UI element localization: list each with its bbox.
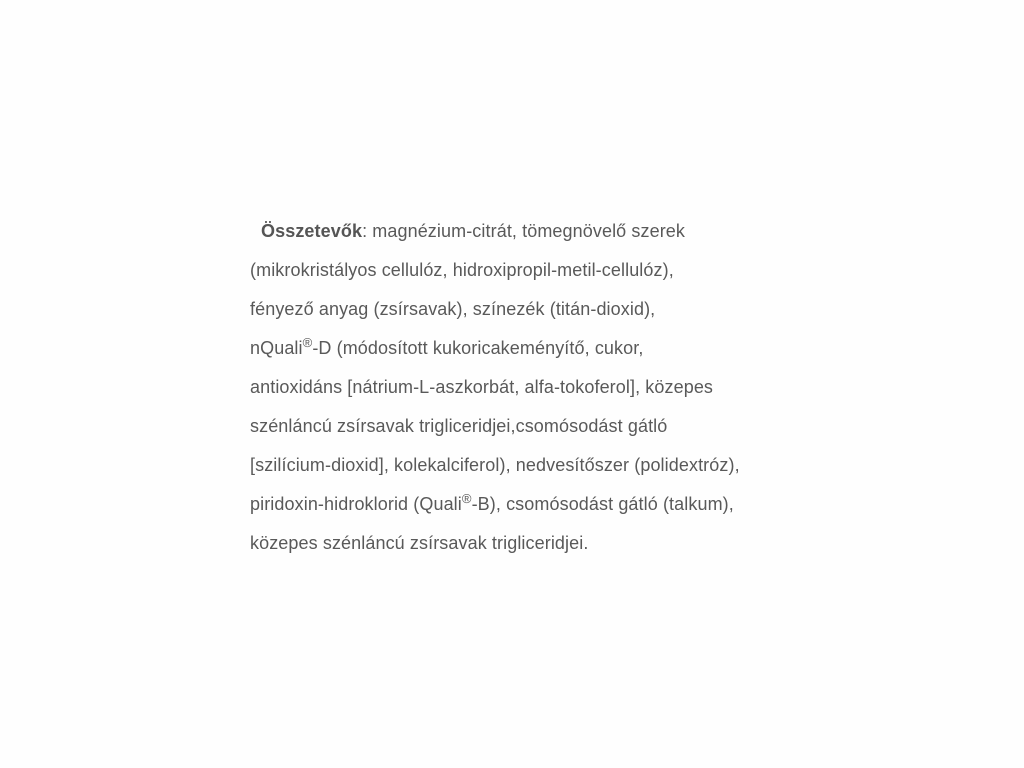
ingredients-line-4-before: nQuali [250, 338, 303, 358]
ingredients-line-4-after: -D (módosított kukoricakeményítő, cukor, [312, 338, 644, 358]
label-separator: : [362, 221, 368, 241]
ingredients-line-1 [250, 212, 810, 251]
registered-mark: ® [302, 335, 313, 350]
ingredients-label: Összetevők [261, 221, 363, 241]
ingredients-line-7: [szilícium-dioxid], kolekalciferol), nedvesítőszer (polidextróz), [250, 455, 740, 475]
ingredients-line-4 [250, 329, 810, 368]
ingredients-paragraph [250, 212, 810, 563]
ingredients-line-2: (mikrokristályos cellulóz, hidroxipropil-metil-cellulóz), [250, 260, 674, 280]
ingredients-line-1-text: magnézium-citrát, tömegnövelő szerek [367, 221, 686, 241]
ingredients-line-9: közepes szénláncú zsírsavak trigliceridjei. [250, 533, 589, 553]
ingredients-line-6: szénláncú zsírsavak trigliceridjei,csomósodást gátló [250, 416, 668, 436]
ingredients-line-8-before: piridoxin-hidroklorid (Quali [250, 494, 462, 514]
registered-mark: ® [461, 491, 472, 506]
ingredients-line-8 [250, 485, 810, 524]
ingredients-line-8-after: -B), csomósodást gátló (talkum), [471, 494, 734, 514]
ingredients-line-5: antioxidáns [nátrium-L-aszkorbát, alfa-tokoferol], közepes [250, 377, 714, 397]
ingredients-line-3: fényező anyag (zsírsavak), színezék (titán-dioxid), [250, 299, 656, 319]
